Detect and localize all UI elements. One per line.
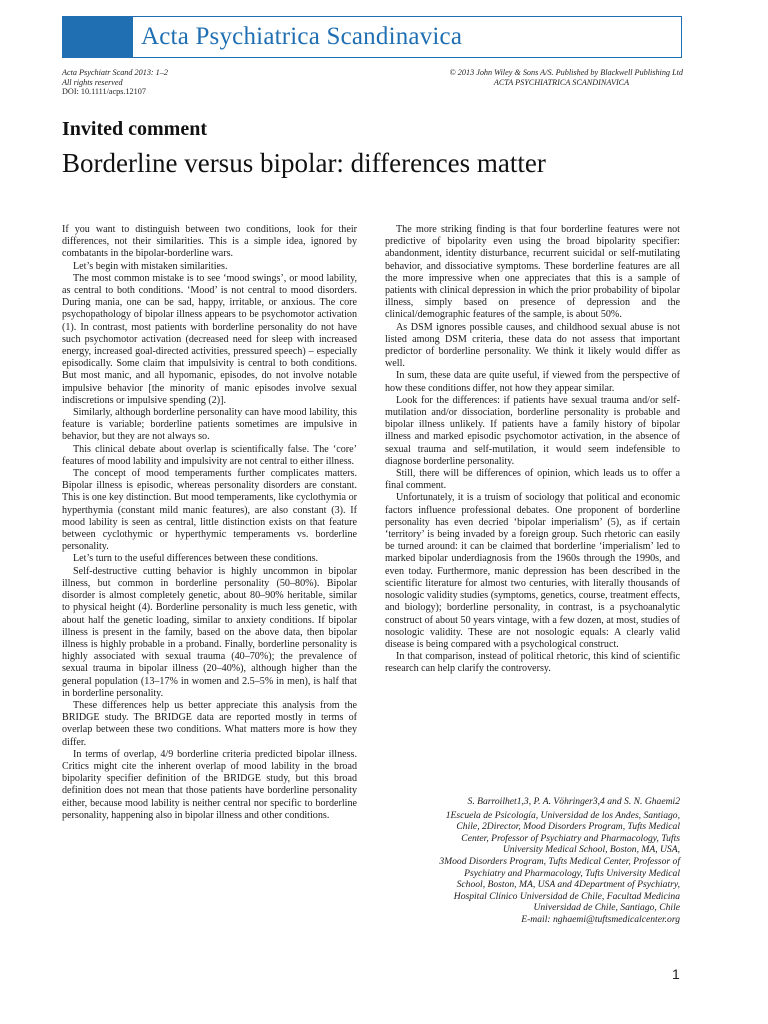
affiliation-line: Chile, 2Director, Mood Disorders Program, Tufts Medical bbox=[456, 821, 680, 833]
journal-title: Acta Psychiatrica Scandinavica bbox=[141, 23, 463, 50]
affiliation-line: University Medical School, Boston, MA, USA, bbox=[502, 844, 680, 856]
affiliation-line: 1Escuela de Psicología, Universidad de los Andes, Santiago, bbox=[445, 809, 680, 821]
paragraph: As DSM ignores possible causes, and childhood sexual abuse is not listed among DSM criteria, these data do not assess that important predictor of borderline personality. We think it likely would differ as well. bbox=[385, 321, 680, 370]
paragraph: These differences help us better appreciate this analysis from the BRIDGE study. The BRIDGE data are reported mostly in terms of overlap between these two conditions. What matters more is how they differ. bbox=[62, 699, 357, 748]
left-column bbox=[62, 224, 357, 822]
affiliation-line: Psychiatry and Pharmacology, Tufts University Medical bbox=[464, 867, 680, 879]
affiliation-line: Universidad de Chile, Santiago, Chile bbox=[533, 902, 680, 914]
journal-color-block bbox=[63, 17, 133, 57]
paragraph: Let’s turn to the useful differences between these conditions. bbox=[73, 553, 319, 565]
copyright: © 2013 John Wiley & Sons A/S. Published by Blackwell Publishing Ltd bbox=[449, 68, 683, 77]
article-title: Borderline versus bipolar: differences matter bbox=[62, 148, 546, 178]
doi: DOI: 10.1111/acps.12107 bbox=[62, 87, 146, 96]
author-block bbox=[385, 796, 680, 926]
paragraph: Self-destructive cutting behavior is highly uncommon in bipolar illness, but common in borderline personality (50–80%). Bipolar disorder is almost completely genetic, about 80–90% heritable, similar to physical height (4). Borderline personality is much less genetic, with about half the genetic loading, similar to anxiety conditions. If bipolar illness is present in the family, based on the above data, then bipolar illness is highly probable in a proband. Finally, borderline personality is highly associated with sexual trauma (40–70%); the prevalence of sexual trauma in bipolar illness (20–40%), although higher than the general population (13–17% in women and 2.5–5% in men), is half that in borderline personality. bbox=[62, 565, 357, 699]
affiliation-line: 3Mood Disorders Program, Tufts Medical Center, Professor of bbox=[439, 855, 680, 867]
paragraph: Similarly, although borderline personality can have mood lability, this feature is variable; borderline patients sometimes are impulsive in behavior, but they are not always so. bbox=[62, 407, 357, 443]
paragraph: The concept of mood temperaments further complicates matters. Bipolar illness is episodic, whereas personality disorders are constant. This is one key distinction. But mood temperaments, like cyclothymia or hyperthymia (constant mild manic features), are also constant (3). If mood lability is seen as central, little distinction exists on that feature between cyclothymic or hyperthymic temperaments vs. borderline personality. bbox=[62, 468, 357, 553]
page-number: 1 bbox=[672, 966, 680, 982]
author-email[interactable]: E-mail: nghaemi@tuftsmedicalcenter.org bbox=[521, 913, 680, 925]
rights: All rights reserved bbox=[62, 77, 123, 87]
copyright-block bbox=[400, 68, 683, 88]
author-names: S. Barroilhet1,3, P. A. Vöhringer3,4 and S. N. Ghaemi2 bbox=[467, 796, 680, 807]
citation: Acta Psychiatr Scand 2013: 1–2 bbox=[62, 68, 168, 77]
journal-header bbox=[62, 16, 682, 58]
paragraph: Look for the differences: if patients have sexual trauma and/or self-mutilation and/or dissociation, borderline personality is probable and bipolar illness unlikely. If patients have a family history of bipolar illness and marked episodic psychomotor activation, in the absence of sexual trauma and self-mutilation, it would seem indefensible to diagnose borderline personality. bbox=[385, 394, 680, 467]
affiliation-line: Center, Professor of Psychiatry and Pharmacology, Tufts bbox=[461, 832, 680, 844]
paragraph: This clinical debate about overlap is scientifically false. The ‘core’ features of mood lability and impulsivity are not central to either illness. bbox=[62, 443, 357, 467]
paragraph: In sum, these data are quite useful, if viewed from the perspective of how these conditions differ, not how they appear similar. bbox=[385, 370, 680, 394]
paragraph: In that comparison, instead of political rhetoric, this kind of scientific research can help clarify the controversy. bbox=[385, 651, 680, 675]
affiliation-line: School, Boston, MA, USA and 4Department of Psychiatry, bbox=[456, 879, 680, 891]
section-label: Invited comment bbox=[62, 118, 207, 140]
paragraph: The most common mistake is to see ‘mood swings’, or mood lability, as central to both conditions. ‘Mood’ is not central to mood disorders. During mania, one can be sad, happy, irritable, or anxious. The core psychopathology of bipolar illness appears to be psychomotor activation (1). In contrast, most patients with borderline personality do not have such psychomotor activation (decreased need for sleep with increased energy, increased goal-directed activities, pressured speech) – especially episodically. Some claim that impulsivity is central to both conditions. But most manic, and all hypomanic, episodes, do not involve notable impulsive behavior [the minority of manic episodes involve sexual indiscretions or impulsive spending (2)]. bbox=[62, 272, 357, 406]
paragraph: The more striking finding is that four borderline features were not predictive of bipolarity even using the broad bipolarity specifier: abandonment, identity disturbance, recurrent suicidal or self-mutilating behavior, and dissociative symptoms. These borderline features are all the more impressive when one appreciates that this is a sample of patients with clinical depression in which the prior probability of bipolar illness, simply based on presence of depression and the clinical/demographic features of the sample, is about 50%. bbox=[385, 224, 680, 321]
journal-caps: ACTA PSYCHIATRICA SCANDINAVICA bbox=[493, 78, 630, 87]
paragraph: In terms of overlap, 4/9 borderline criteria predicted bipolar illness. Critics might cite the inherent overlap of mood lability in the broad bipolarity specifier definition of the BRIDGE study, but this broad definition does not mean that those patients have borderline personality either, because mood lability is neither central nor specific to borderline personality, happening also in bipolar illness and other conditions. bbox=[62, 748, 357, 821]
right-column bbox=[385, 224, 680, 676]
paragraph: Let’s begin with mistaken similarities. bbox=[73, 260, 228, 272]
paragraph: Unfortunately, it is a truism of sociology that political and economic factors influence professional debates. One proponent of borderline personality has even decried ‘bipolar imperialism’ (5), as if certain ‘territory’ is being invaded by a foreign group. Such rhetoric can easily be turned around: it can be claimed that borderline ‘imperialism’ led to marked bipolar underdiagnosis from the 1960s through the 1990s, and even today. Furthermore, manic depression has been described in the scientific literature for almost two centuries, with literally thousands of nosologic validity studies (symptoms, genetics, course, treatment effects, and biology); borderline personality, in contrast, is a psychoanalytic construct of about 50 years vintage, with a few dozen, at most, studies of nosologic validity. These are not nosologic equals: A clearly valid disease is being compared with a psychological construct. bbox=[385, 492, 680, 650]
affiliation-line: Hospital Clínico Universidad de Chile, Facultad Medicina bbox=[453, 890, 680, 902]
paragraph: If you want to distinguish between two conditions, look for their differences, not their similarities. This is a simple idea, ignored by combatants in the bipolar-borderline wars. bbox=[62, 224, 357, 260]
paragraph: Still, there will be differences of opinion, which leads us to offer a final comment. bbox=[385, 468, 680, 492]
citation-block bbox=[62, 68, 168, 97]
